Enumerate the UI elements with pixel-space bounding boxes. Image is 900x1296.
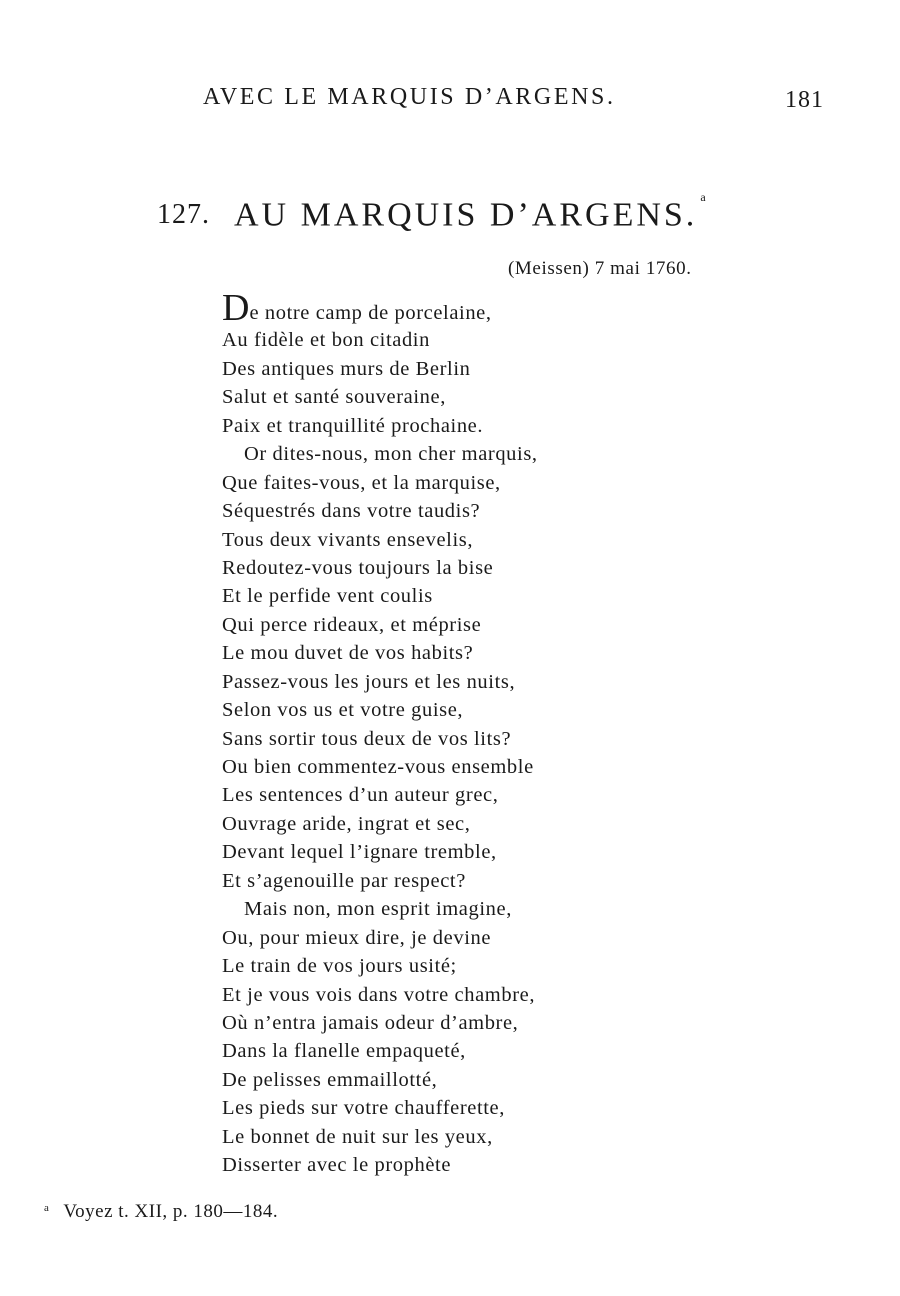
poem-line: Que faites-vous, et la marquise, [222,471,501,494]
poem-line: Devant lequel l’ignare tremble, [222,841,497,864]
running-title: AVEC LE MARQUIS D’ARGENS. [203,84,616,110]
drop-cap-initial: D [222,287,250,329]
poem-line: Disserter avec le prophète [222,1154,452,1177]
footnote-mark: a [44,1202,50,1214]
poem-line: Passez-vous les jours et les nuits, [222,670,516,693]
poem-line: Salut et santé souveraine, [222,386,446,409]
poem-line: Séquestrés dans votre taudis? [222,500,481,523]
poem-line: Selon vos us et votre guise, [222,699,464,722]
poem [222,287,662,1180]
footnote-text: Voyez t. XII, p. 180—184. [63,1201,279,1222]
poem-line: Ou, pour mieux dire, je devine [222,926,492,949]
footnote-reference-mark: a [700,190,706,204]
poem-line: Dans la flanelle empaqueté, [222,1040,466,1063]
poem-line: Paix et tranquillité prochaine. [222,414,484,437]
running-head [0,84,900,118]
poem-line: Les pieds sur votre chaufferette, [222,1097,505,1120]
poem-line [222,287,662,329]
poem-line: Où n’entra jamais odeur d’ambre, [222,1011,519,1034]
poem-line: Mais non, mon esprit imagine, [244,898,512,921]
poem-line: Or dites-nous, mon cher marquis, [244,443,538,466]
page-number: 181 [785,87,824,113]
poem-line: Au fidèle et bon citadin [222,329,430,352]
poem-line: De pelisses emmaillotté, [222,1068,438,1091]
poem-line: Les sentences d’un auteur grec, [222,784,499,807]
poem-line: Ou bien commentez-vous ensemble [222,756,534,778]
poem-line: Le train de vos jours usité; [222,955,457,978]
poem-line: Et je vous vois dans votre chambre, [222,983,536,1006]
poem-line: Le mou duvet de vos habits? [222,642,474,665]
poem-line: Des antiques murs de Berlin [222,357,471,380]
poem-line-text: e notre camp de porcelaine, [249,302,492,324]
poem-line: Sans sortir tous deux de vos lits? [222,727,512,750]
dateline: (Meissen) 7 mai 1760. [508,258,692,279]
poem-line: Le bonnet de nuit sur les yeux, [222,1125,493,1148]
footnote [44,1201,278,1223]
poem-line: Et le perfide vent coulis [222,585,433,608]
poem-line: Ouvrage aride, ingrat et sec, [222,812,471,835]
poem-line: Qui perce rideaux, et méprise [222,613,482,636]
poem-line: Et s’agenouille par respect? [222,869,466,892]
poem-line: Tous deux vivants ensevelis, [222,528,474,551]
letter-title: AU MARQUIS D’ARGENS. [234,196,698,234]
poem-line: Redoutez-vous toujours la bise [222,556,494,579]
letter-number: 127. [157,199,210,231]
letter-heading [157,190,706,234]
